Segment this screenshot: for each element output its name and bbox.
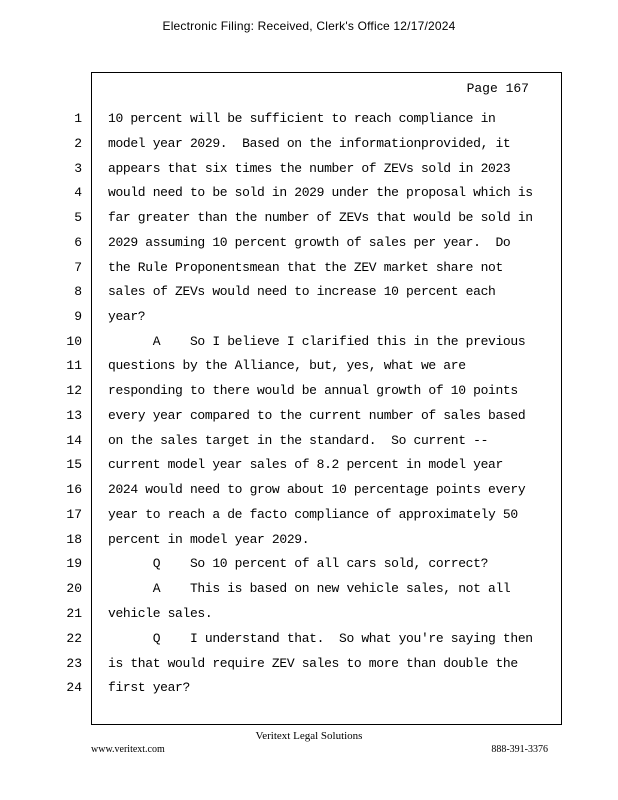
transcript-line: 2024 would need to grow about 10 percentage points every xyxy=(108,482,526,497)
line-number: 19 xyxy=(66,556,82,571)
transcript-line: Q I understand that. So what you're saying then xyxy=(108,631,533,646)
transcript-line: Q So 10 percent of all cars sold, correct? xyxy=(108,556,489,571)
line-number: 10 xyxy=(66,334,82,349)
line-number: 13 xyxy=(66,408,82,423)
transcript-line: first year? xyxy=(108,680,190,695)
line-number: 20 xyxy=(66,581,82,596)
line-number: 5 xyxy=(74,210,82,225)
line-number: 6 xyxy=(74,235,82,250)
footer-phone: 888-391-3376 xyxy=(491,744,548,755)
line-number: 16 xyxy=(66,482,82,497)
line-number: 17 xyxy=(66,507,82,522)
filing-header: Electronic Filing: Received, Clerk's Office 12/17/2024 xyxy=(162,19,456,33)
line-number: 12 xyxy=(66,383,82,398)
line-number: 2 xyxy=(74,136,82,151)
transcript-line: A So I believe I clarified this in the previous xyxy=(108,334,526,349)
transcript-line: would need to be sold in 2029 under the proposal which is xyxy=(108,185,533,200)
line-number: 7 xyxy=(74,260,82,275)
transcript-line: responding to there would be annual growth of 10 points xyxy=(108,383,518,398)
line-number: 23 xyxy=(66,656,82,671)
line-number: 24 xyxy=(66,680,82,695)
transcript-line: is that would require ZEV sales to more than double the xyxy=(108,656,518,671)
line-number: 14 xyxy=(66,433,82,448)
line-number: 22 xyxy=(66,631,82,646)
line-number: 21 xyxy=(66,606,82,621)
transcript-line: far greater than the number of ZEVs that would be sold in xyxy=(108,210,533,225)
footer-company: Veritext Legal Solutions xyxy=(255,730,363,742)
transcript-line: year? xyxy=(108,309,146,324)
footer-website: www.veritext.com xyxy=(91,744,165,755)
line-number: 3 xyxy=(74,161,82,176)
transcript-line: vehicle sales. xyxy=(108,606,213,621)
transcript-line: percent in model year 2029. xyxy=(108,532,310,547)
line-number: 11 xyxy=(66,358,82,373)
transcript-line: questions by the Alliance, but, yes, what we are xyxy=(108,358,466,373)
line-number: 9 xyxy=(74,309,82,324)
line-number: 8 xyxy=(74,284,82,299)
line-number: 15 xyxy=(66,457,82,472)
line-number: 18 xyxy=(66,532,82,547)
transcript-line: sales of ZEVs would need to increase 10 percent each xyxy=(108,284,496,299)
line-number: 1 xyxy=(74,111,82,126)
transcript-line: on the sales target in the standard. So current -- xyxy=(108,433,489,448)
transcript-line: 10 percent will be sufficient to reach compliance in xyxy=(108,111,496,126)
transcript-line: year to reach a de facto compliance of approximately 50 xyxy=(108,507,518,522)
transcript-line: model year 2029. Based on the informationprovided, it xyxy=(108,136,511,151)
transcript-line: every year compared to the current number of sales based xyxy=(108,408,526,423)
page-number: Page 167 xyxy=(466,81,529,96)
transcript-line: current model year sales of 8.2 percent in model year xyxy=(108,457,503,472)
transcript-line: 2029 assuming 10 percent growth of sales per year. Do xyxy=(108,235,511,250)
transcript-line: A This is based on new vehicle sales, not all xyxy=(108,581,511,596)
transcript-line: the Rule Proponentsmean that the ZEV market share not xyxy=(108,260,503,275)
transcript-line: appears that six times the number of ZEVs sold in 2023 xyxy=(108,161,511,176)
line-number: 4 xyxy=(74,185,82,200)
